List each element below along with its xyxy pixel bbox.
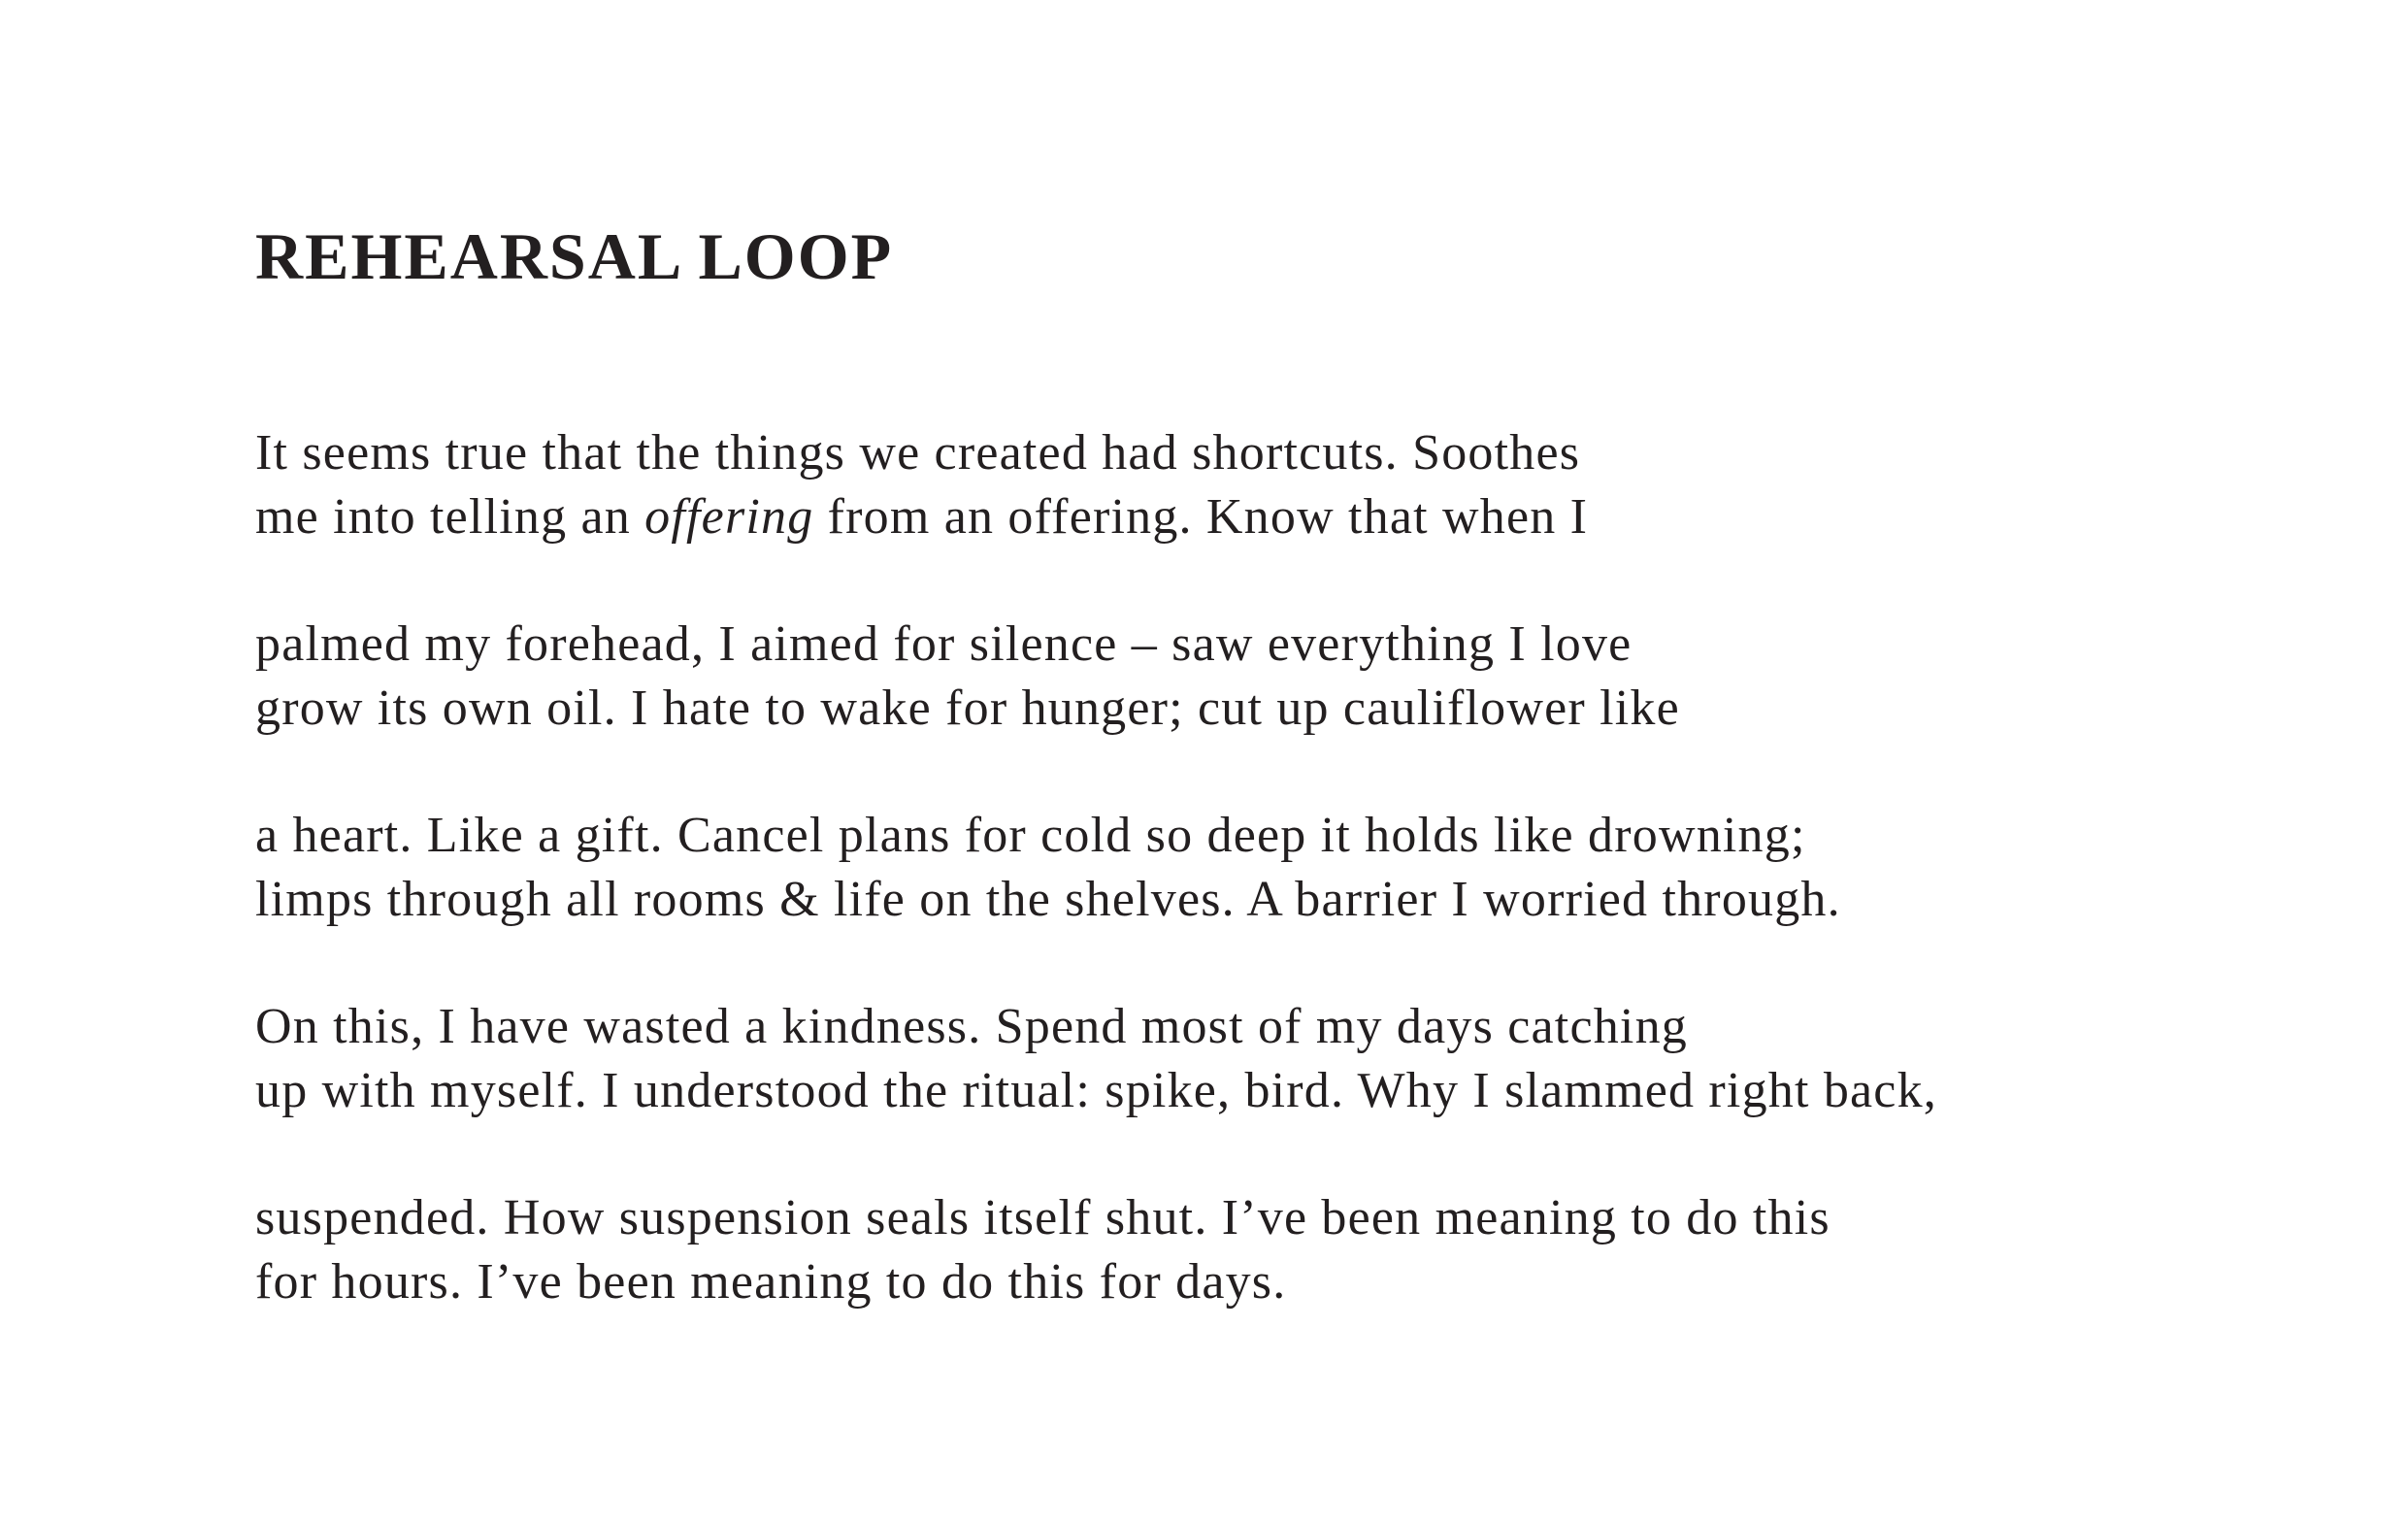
poem-line: On this, I have wasted a kindness. Spend most of my days catching bbox=[255, 999, 1688, 1054]
poem-body bbox=[255, 421, 2342, 1378]
poem-line: a heart. Like a gift. Cancel plans for cold so deep it holds like drowning; bbox=[255, 808, 1806, 863]
poem-line: grow its own oil. I hate to wake for hunger; cut up cauliflower like bbox=[255, 680, 1680, 736]
stanza-1 bbox=[255, 421, 2342, 548]
stanza-5 bbox=[255, 1186, 2342, 1313]
italic-word: offering bbox=[644, 488, 814, 545]
poem-line bbox=[255, 485, 2342, 549]
poem-line: limps through all rooms & life on the shelves. A barrier I worried through. bbox=[255, 871, 1841, 927]
stanza-4 bbox=[255, 995, 2342, 1122]
line-text-before: me into telling an bbox=[255, 488, 645, 545]
stanza-3 bbox=[255, 804, 2342, 931]
poem-line: palmed my forehead, I aimed for silence – saw everything I love bbox=[255, 616, 1633, 672]
poem-line: It seems true that the things we created had shortcuts. Soothes bbox=[255, 425, 1581, 481]
poem-line: for hours. I’ve been meaning to do this for days. bbox=[255, 1253, 1287, 1310]
poem-title: REHEARSAL LOOP bbox=[255, 219, 894, 293]
line-text-after: from an offering. Know that when I bbox=[813, 488, 1589, 545]
poem-line: up with myself. I understood the ritual: spike, bird. Why I slammed right back, bbox=[255, 1062, 1937, 1118]
stanza-2 bbox=[255, 613, 2342, 740]
poem-line: suspended. How suspension seals itself shut. I’ve been meaning to do this bbox=[255, 1190, 1831, 1245]
